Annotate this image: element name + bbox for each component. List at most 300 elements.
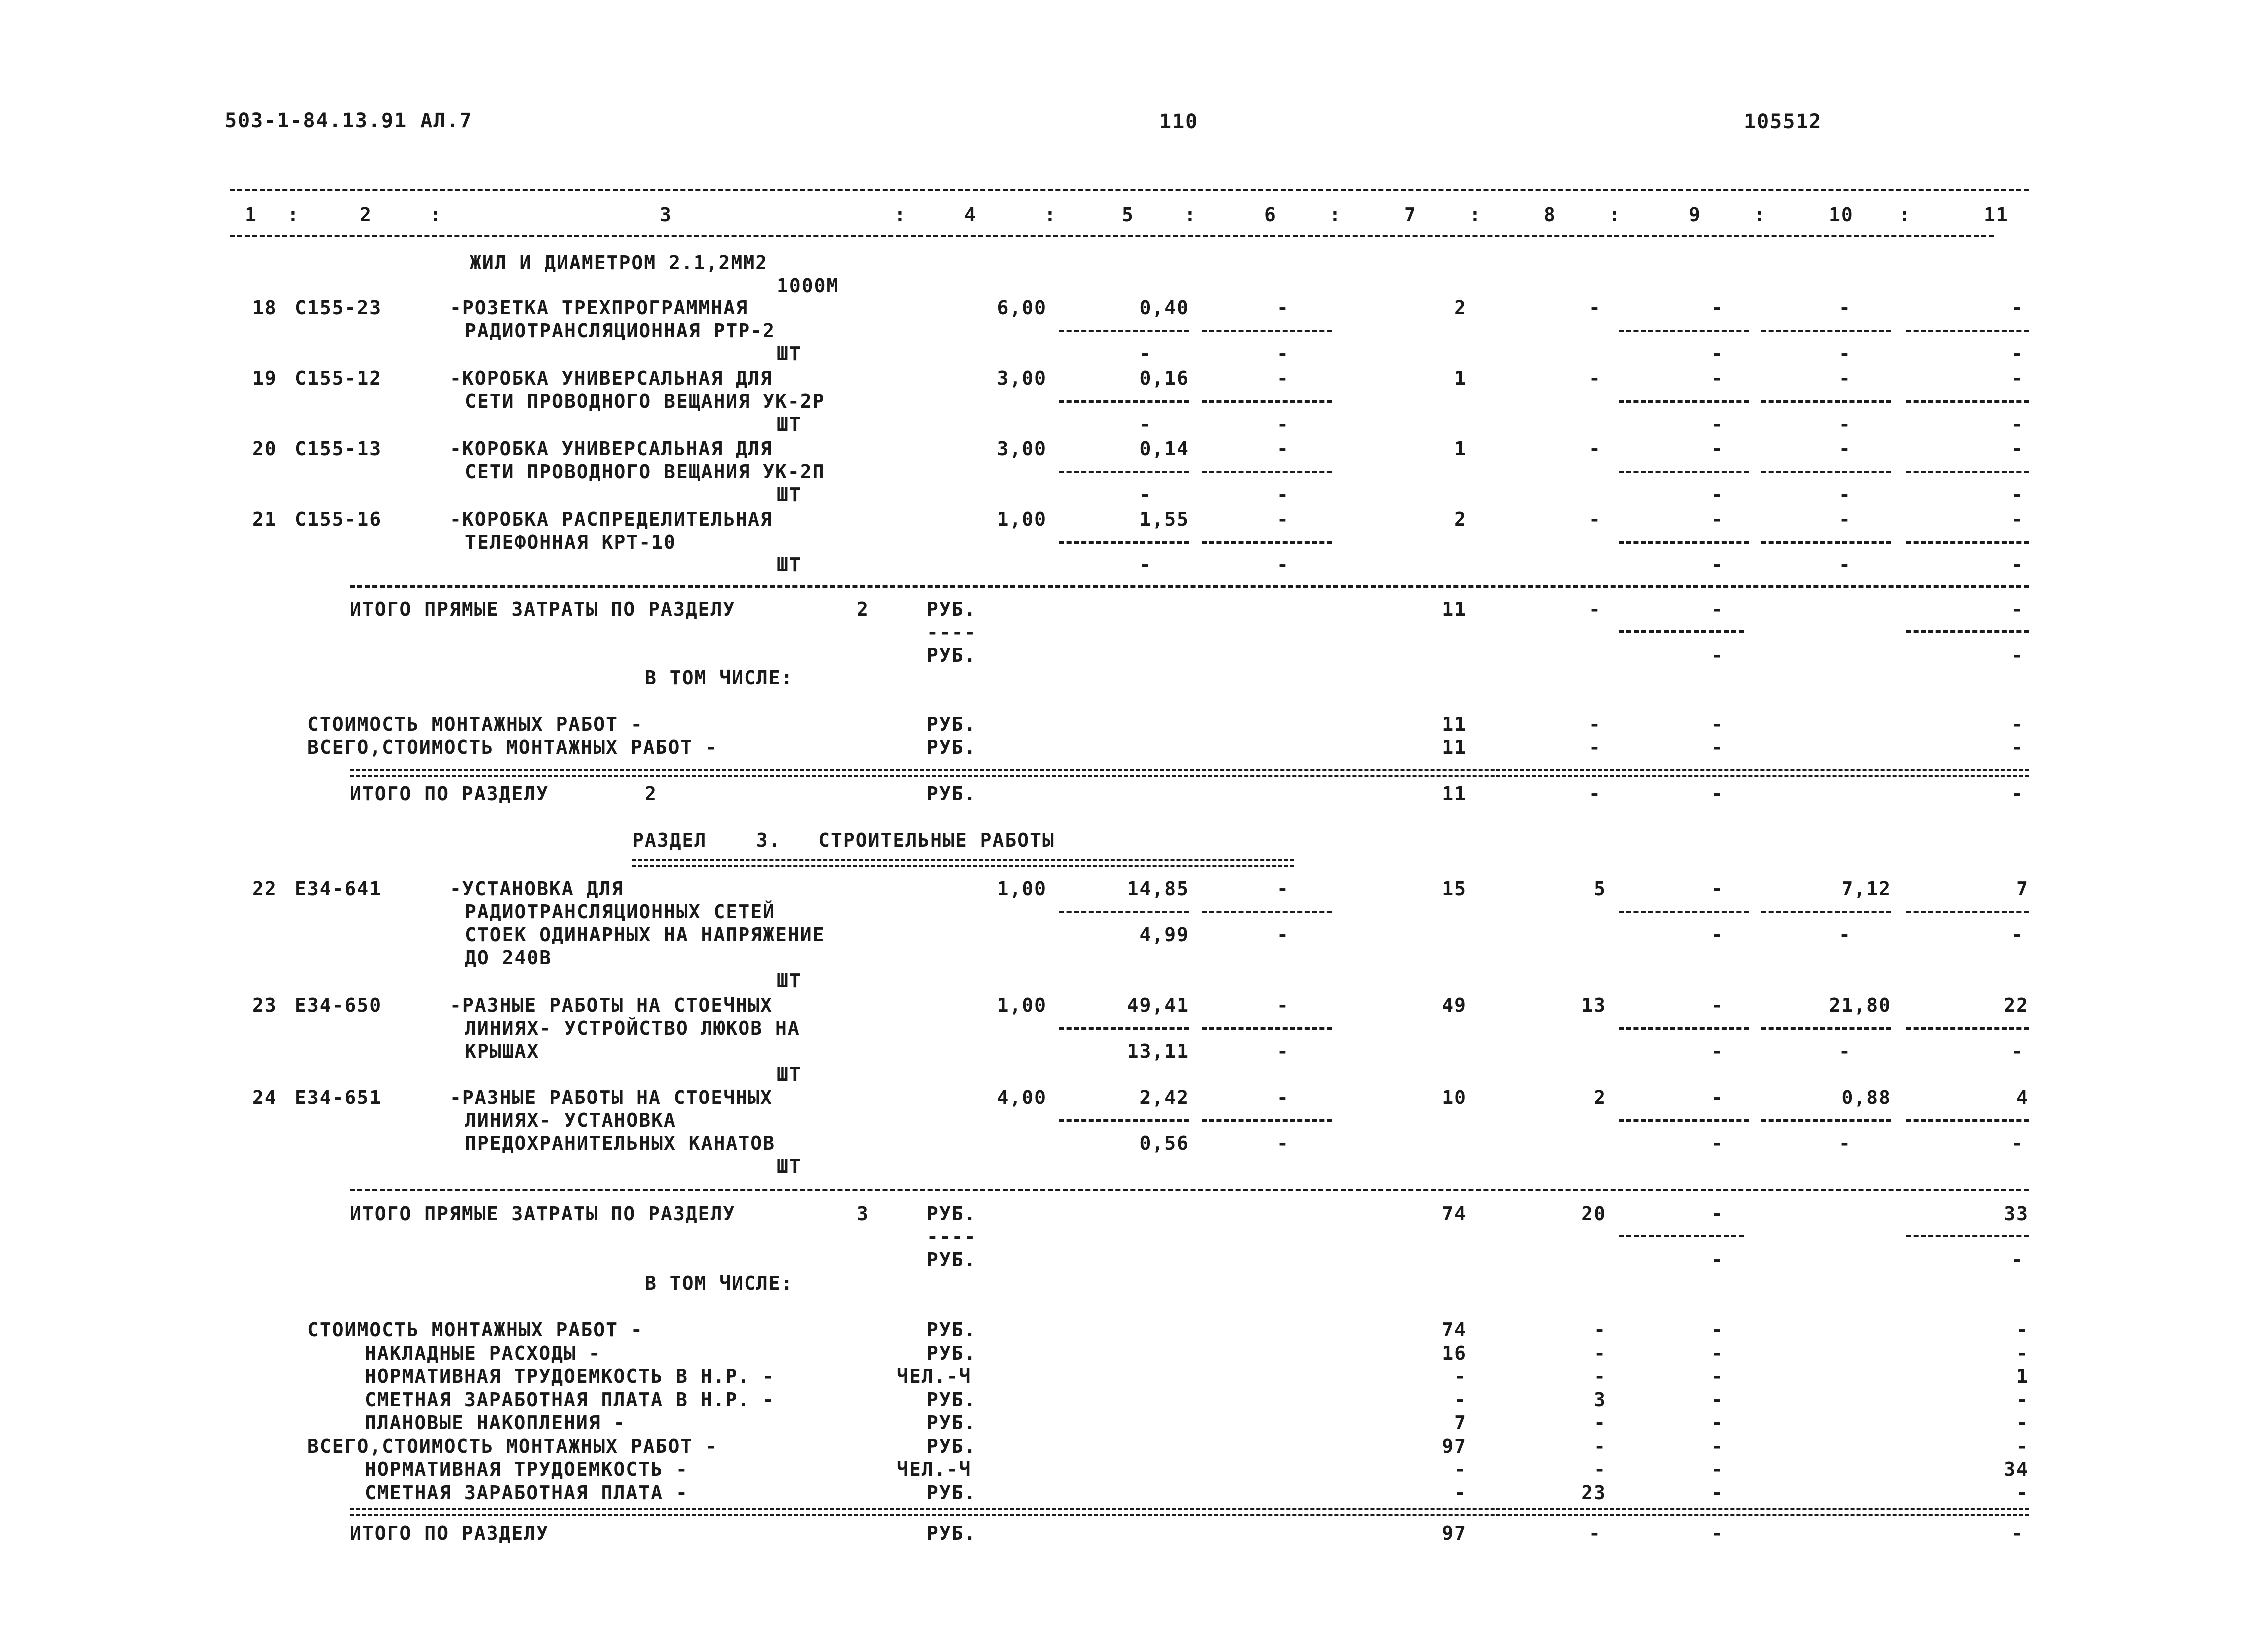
section-3-direct-col9: - bbox=[1711, 1203, 1724, 1225]
section-2-direct-rule bbox=[350, 585, 2029, 588]
section-3-breakdown-col11: - bbox=[2016, 1435, 2029, 1457]
item-col5-sub-value: - bbox=[1139, 554, 1152, 576]
work-subrule bbox=[1761, 1027, 1891, 1030]
work-col10-value: 7,12 bbox=[1841, 878, 1891, 900]
section-3-breakdown-col7: - bbox=[1454, 1481, 1467, 1504]
work-description-line: -УСТАНОВКА ДЛЯ bbox=[450, 878, 624, 900]
work-unit-price: 49,41 bbox=[1127, 994, 1189, 1016]
section-2-total-mont-unit: РУБ. bbox=[927, 736, 977, 758]
item-col9-value: - bbox=[1711, 367, 1724, 389]
work-col9-sub-value: - bbox=[1711, 924, 1724, 946]
item-col8-value: - bbox=[1589, 508, 1601, 530]
section-3-total-col8: - bbox=[1589, 1522, 1601, 1544]
item-number: 18 bbox=[252, 297, 277, 319]
section-3-breakdown-col9: - bbox=[1711, 1481, 1724, 1504]
section-3-total-rule bbox=[350, 1508, 2029, 1516]
section-3-direct-subrule bbox=[1619, 1235, 1744, 1237]
section-2-total-number: 2 bbox=[645, 783, 657, 805]
work-number: 24 bbox=[252, 1087, 277, 1108]
section-2-total-col9: - bbox=[1711, 783, 1724, 805]
item-unit: ШТ bbox=[777, 554, 802, 576]
section-3-breakdown-col8: - bbox=[1594, 1412, 1606, 1434]
item-unit: ШТ bbox=[777, 484, 802, 506]
section-3-rub-dash: ---- bbox=[927, 1226, 977, 1248]
work-description-line: СТОЕК ОДИНАРНЫХ НА НАПРЯЖЕНИЕ bbox=[465, 924, 825, 946]
item-col6-value: - bbox=[1277, 438, 1289, 460]
item-description-line: РАДИОТРАНСЛЯЦИОННАЯ РТР-2 bbox=[465, 320, 775, 342]
work-col10-sub-value: - bbox=[1839, 1040, 1851, 1062]
section-3-breakdown-col7: - bbox=[1454, 1388, 1467, 1411]
section-3-breakdown-col11: 1 bbox=[2016, 1365, 2029, 1387]
section-3-breakdown-col8: 23 bbox=[1581, 1481, 1606, 1504]
item-col10-value: - bbox=[1839, 367, 1851, 389]
work-col6-sub-value: - bbox=[1277, 924, 1289, 946]
item-col11-value: - bbox=[2011, 367, 2024, 389]
work-subrule bbox=[1059, 911, 1189, 913]
section-2-mont-unit: РУБ. bbox=[927, 713, 977, 735]
work-col10-sub-value: - bbox=[1839, 924, 1851, 946]
work-description-line: ПРЕДОХРАНИТЕЛЬНЫХ КАНАТОВ bbox=[465, 1132, 775, 1154]
item-col6-sub-value: - bbox=[1277, 413, 1289, 435]
section-3-breakdown-label: ВСЕГО,СТОИМОСТЬ МОНТАЖНЫХ РАБОТ - bbox=[307, 1435, 718, 1457]
section-3-sub-col9: - bbox=[1711, 1249, 1724, 1271]
section-3-breakdown-label: СТОИМОСТЬ МОНТАЖНЫХ РАБОТ - bbox=[307, 1319, 643, 1341]
section-3-title: РАЗДЕЛ 3. СТРОИТЕЛЬНЫЕ РАБОТЫ bbox=[632, 829, 1055, 851]
item-unit: ШТ bbox=[777, 413, 802, 435]
work-subrule bbox=[1906, 1119, 2029, 1122]
item-number: 19 bbox=[252, 367, 277, 389]
work-col10-value: 0,88 bbox=[1841, 1087, 1891, 1108]
work-subrule bbox=[1761, 1119, 1891, 1122]
section-3-breakdown-col8: 3 bbox=[1594, 1388, 1606, 1411]
section-3-total-col9: - bbox=[1711, 1522, 1724, 1544]
work-cost-total: 10 bbox=[1442, 1087, 1467, 1108]
item-col9-sub-value: - bbox=[1711, 554, 1724, 576]
section-3-breakdown-col7: - bbox=[1454, 1365, 1467, 1387]
section-3-breakdown-unit: РУБ. bbox=[927, 1412, 977, 1434]
section-3-total-col11: - bbox=[2011, 1522, 2024, 1544]
section-2-direct-subrule bbox=[1619, 630, 1744, 633]
item-unit: ШТ bbox=[777, 343, 802, 365]
section-3-breakdown-col8: - bbox=[1594, 1342, 1606, 1364]
section-3-breakdown-col9: - bbox=[1711, 1388, 1724, 1411]
item-cost-total: 1 bbox=[1454, 438, 1467, 460]
work-col11-value: 4 bbox=[2016, 1087, 2029, 1108]
item-quantity: 3,00 bbox=[997, 367, 1047, 389]
column-number-3: 3 bbox=[660, 204, 672, 226]
section-2-total-mont-col9: - bbox=[1711, 736, 1724, 758]
work-unit-price-2: 4,99 bbox=[1139, 924, 1189, 946]
section-2-total-col11: - bbox=[2011, 783, 2024, 805]
item-col11-sub-value: - bbox=[2011, 413, 2024, 435]
column-separator: : bbox=[430, 204, 442, 226]
work-col11-value: 22 bbox=[2004, 994, 2029, 1016]
section-2-direct-label: ИТОГО ПРЯМЫЕ ЗАТРАТЫ ПО РАЗДЕЛУ bbox=[350, 598, 736, 620]
item-description-line: СЕТИ ПРОВОДНОГО ВЕЩАНИЯ УК-2Р bbox=[465, 390, 825, 412]
section-3-direct-col8: 20 bbox=[1581, 1203, 1606, 1225]
section-3-total-unit: РУБ. bbox=[927, 1522, 977, 1544]
work-col6-value: - bbox=[1277, 994, 1289, 1016]
column-number-9: 9 bbox=[1689, 204, 1701, 226]
item-unit-price: 0,40 bbox=[1139, 297, 1189, 319]
section-3-breakdown-col7: 16 bbox=[1442, 1342, 1467, 1364]
work-col9-sub-value: - bbox=[1711, 1040, 1724, 1062]
item-code: С155-16 bbox=[295, 508, 382, 530]
item-quantity: 1,00 bbox=[997, 508, 1047, 530]
work-subrule bbox=[1619, 1119, 1749, 1122]
work-cost-total: 15 bbox=[1442, 878, 1467, 900]
document-number: 105512 bbox=[1744, 110, 1822, 133]
header-bottom-rule bbox=[230, 235, 1994, 237]
section-3-breakdown-col8: - bbox=[1594, 1458, 1606, 1480]
section-2-total-mont-col7: 11 bbox=[1442, 736, 1467, 758]
item-col9-value: - bbox=[1711, 297, 1724, 319]
work-subrule bbox=[1059, 1027, 1189, 1030]
section-2-direct-col11: - bbox=[2011, 598, 2024, 620]
column-separator: : bbox=[1044, 204, 1057, 226]
section-3-breakdown-col9: - bbox=[1711, 1412, 1724, 1434]
column-number-2: 2 bbox=[360, 204, 372, 226]
section-3-direct-label: ИТОГО ПРЯМЫЕ ЗАТРАТЫ ПО РАЗДЕЛУ bbox=[350, 1203, 736, 1225]
work-col10-sub-value: - bbox=[1839, 1132, 1851, 1154]
work-number: 22 bbox=[252, 878, 277, 900]
column-separator: : bbox=[1469, 204, 1482, 226]
column-number-1: 1 bbox=[245, 204, 257, 226]
work-subrule bbox=[1619, 911, 1749, 913]
item-description-line: ТЕЛЕФОННАЯ КРТ-10 bbox=[465, 531, 676, 553]
column-separator: : bbox=[1899, 204, 1911, 226]
item-unit-price: 1,55 bbox=[1139, 508, 1189, 530]
section-2-direct-unit-2: РУБ. bbox=[927, 644, 977, 666]
work-col8-value: 5 bbox=[1594, 878, 1606, 900]
work-subrule bbox=[1202, 911, 1332, 913]
work-unit: ШТ bbox=[777, 1063, 802, 1085]
section-2-mont-col7: 11 bbox=[1442, 713, 1467, 735]
item-col6-value: - bbox=[1277, 367, 1289, 389]
section-3-breakdown-label: НАКЛАДНЫЕ РАСХОДЫ - bbox=[365, 1342, 601, 1364]
column-number-8: 8 bbox=[1544, 204, 1556, 226]
work-description-line: ЛИНИЯХ- УСТРОЙСТВО ЛЮКОВ НА bbox=[465, 1017, 800, 1039]
item-col11-sub-value: - bbox=[2011, 554, 2024, 576]
section-2-total-col7: 11 bbox=[1442, 783, 1467, 805]
item-subrule bbox=[1619, 400, 1749, 403]
item-cost-total: 2 bbox=[1454, 297, 1467, 319]
item-code: С155-13 bbox=[295, 438, 382, 460]
section-3-direct-unit: РУБ. bbox=[927, 1203, 977, 1225]
item-col6-value: - bbox=[1277, 297, 1289, 319]
item-subrule bbox=[1619, 541, 1749, 544]
item-col11-sub-value: - bbox=[2011, 343, 2024, 365]
column-number-5: 5 bbox=[1122, 204, 1134, 226]
work-quantity: 1,00 bbox=[997, 994, 1047, 1016]
item-subrule bbox=[1761, 400, 1891, 403]
work-col11-sub-value: - bbox=[2011, 924, 2024, 946]
page-number: 110 bbox=[1159, 110, 1199, 133]
work-number: 23 bbox=[252, 994, 277, 1016]
work-col9-value: - bbox=[1711, 878, 1724, 900]
section-3-breakdown-col11: - bbox=[2016, 1412, 2029, 1434]
work-col11-sub-value: - bbox=[2011, 1040, 2024, 1062]
column-separator: : bbox=[1329, 204, 1342, 226]
section-3-breakdown-col11: 34 bbox=[2004, 1458, 2029, 1480]
item-unit-price: 0,16 bbox=[1139, 367, 1189, 389]
section-3-breakdown-col9: - bbox=[1711, 1435, 1724, 1457]
work-col6-value: - bbox=[1277, 878, 1289, 900]
work-description-line: КРЫШАХ bbox=[465, 1040, 540, 1062]
section-3-breakdown-label: ПЛАНОВЫЕ НАКОПЛЕНИЯ - bbox=[365, 1412, 626, 1434]
item-col8-value: - bbox=[1589, 438, 1601, 460]
section-3-breakdown-col7: - bbox=[1454, 1458, 1467, 1480]
work-description-line: РАДИОТРАНСЛЯЦИОННЫХ СЕТЕЙ bbox=[465, 901, 775, 923]
work-subrule bbox=[1202, 1027, 1332, 1030]
work-cost-total: 49 bbox=[1442, 994, 1467, 1016]
item-number: 20 bbox=[252, 438, 277, 460]
item-col6-sub-value: - bbox=[1277, 554, 1289, 576]
work-col10-value: 21,80 bbox=[1829, 994, 1891, 1016]
section-2-mont-label: СТОИМОСТЬ МОНТАЖНЫХ РАБОТ - bbox=[307, 713, 643, 735]
item-quantity: 6,00 bbox=[997, 297, 1047, 319]
section-3-direct-rule bbox=[350, 1189, 2029, 1191]
work-unit-price: 2,42 bbox=[1139, 1087, 1189, 1108]
section-3-breakdown-label: СМЕТНАЯ ЗАРАБОТНАЯ ПЛАТА В Н.Р. - bbox=[365, 1388, 775, 1411]
work-col6-sub-value: - bbox=[1277, 1132, 1289, 1154]
item-unit-price: 0,14 bbox=[1139, 438, 1189, 460]
work-col6-sub-value: - bbox=[1277, 1040, 1289, 1062]
section-3-breakdown-unit: ЧЕЛ.-Ч bbox=[897, 1458, 972, 1480]
item-cost-total: 2 bbox=[1454, 508, 1467, 530]
section-2-total-mont-col8: - bbox=[1589, 736, 1601, 758]
section-3-breakdown-unit: ЧЕЛ.-Ч bbox=[897, 1365, 972, 1387]
section-2-number: 2 bbox=[857, 598, 869, 620]
section-3-breakdown-unit: РУБ. bbox=[927, 1481, 977, 1504]
item-subrule bbox=[1906, 400, 2029, 403]
section-2-sub-col9: - bbox=[1711, 644, 1724, 666]
item-col11-value: - bbox=[2011, 438, 2024, 460]
item-subrule bbox=[1059, 330, 1189, 332]
section-2-total-rule bbox=[350, 769, 2029, 777]
section-3-breakdown-col8: - bbox=[1594, 1365, 1606, 1387]
section-3-breakdown-col9: - bbox=[1711, 1342, 1724, 1364]
work-subrule bbox=[1906, 1027, 2029, 1030]
item-subrule bbox=[1059, 471, 1189, 473]
work-col8-value: 13 bbox=[1581, 994, 1606, 1016]
column-separator: : bbox=[1609, 204, 1621, 226]
item-description-line: -КОРОБКА УНИВЕРСАЛЬНАЯ ДЛЯ bbox=[450, 438, 773, 460]
work-description-line: ДО 240В bbox=[465, 947, 552, 969]
section-2-including-label: В ТОМ ЧИСЛЕ: bbox=[645, 667, 794, 689]
item-subrule bbox=[1761, 330, 1891, 332]
work-col11-sub-value: - bbox=[2011, 1132, 2024, 1154]
section-3-total-col7: 97 bbox=[1442, 1522, 1467, 1544]
work-col6-value: - bbox=[1277, 1087, 1289, 1108]
item-description-line: -КОРОБКА УНИВЕРСАЛЬНАЯ ДЛЯ bbox=[450, 367, 773, 389]
item-subrule bbox=[1059, 400, 1189, 403]
item-col10-value: - bbox=[1839, 508, 1851, 530]
item-subrule bbox=[1202, 400, 1332, 403]
work-description-line: -РАЗНЫЕ РАБОТЫ НА СТОЕЧНЫХ bbox=[450, 994, 773, 1016]
work-subrule bbox=[1059, 1119, 1189, 1122]
work-col11-value: 7 bbox=[2016, 878, 2029, 900]
item-number: 21 bbox=[252, 508, 277, 530]
work-code: Е34-651 bbox=[295, 1087, 382, 1108]
section-3-breakdown-label: СМЕТНАЯ ЗАРАБОТНАЯ ПЛАТА - bbox=[365, 1481, 688, 1504]
section-3-total-label: ИТОГО ПО РАЗДЕЛУ bbox=[350, 1522, 549, 1544]
item-subrule bbox=[1906, 471, 2029, 473]
section-3-breakdown-unit: РУБ. bbox=[927, 1435, 977, 1457]
section-3-direct-unit-2: РУБ. bbox=[927, 1249, 977, 1271]
work-subrule bbox=[1761, 911, 1891, 913]
work-code: Е34-650 bbox=[295, 994, 382, 1016]
continuation-description: ЖИЛ И ДИАМЕТРОМ 2.1,2ММ2 bbox=[470, 252, 768, 274]
item-code: С155-23 bbox=[295, 297, 382, 319]
item-subrule bbox=[1619, 330, 1749, 332]
column-separator: : bbox=[894, 204, 907, 226]
section-3-breakdown-col9: - bbox=[1711, 1458, 1724, 1480]
column-separator: : bbox=[1754, 204, 1766, 226]
work-col8-value: 2 bbox=[1594, 1087, 1606, 1108]
column-separator: : bbox=[1184, 204, 1197, 226]
section-3-including-label: В ТОМ ЧИСЛЕ: bbox=[645, 1272, 794, 1294]
work-unit-price-2: 0,56 bbox=[1139, 1132, 1189, 1154]
item-col9-value: - bbox=[1711, 438, 1724, 460]
section-3-breakdown-col8: - bbox=[1594, 1435, 1606, 1457]
work-description-line: -РАЗНЫЕ РАБОТЫ НА СТОЕЧНЫХ bbox=[450, 1087, 773, 1108]
work-unit-price-2: 13,11 bbox=[1127, 1040, 1189, 1062]
item-col9-sub-value: - bbox=[1711, 413, 1724, 435]
item-description-line: СЕТИ ПРОВОДНОГО ВЕЩАНИЯ УК-2П bbox=[465, 461, 825, 483]
section-3-breakdown-label: НОРМАТИВНАЯ ТРУДОЕМКОСТЬ В Н.Р. - bbox=[365, 1365, 775, 1387]
item-col11-value: - bbox=[2011, 508, 2024, 530]
work-col9-sub-value: - bbox=[1711, 1132, 1724, 1154]
section-2-mont-col9: - bbox=[1711, 713, 1724, 735]
work-quantity: 4,00 bbox=[997, 1087, 1047, 1108]
section-2-total-col8: - bbox=[1589, 783, 1601, 805]
item-subrule bbox=[1202, 541, 1332, 544]
item-col11-value: - bbox=[2011, 297, 2024, 319]
section-3-breakdown-col9: - bbox=[1711, 1319, 1724, 1341]
work-subrule bbox=[1906, 911, 2029, 913]
item-subrule bbox=[1761, 541, 1891, 544]
item-col8-value: - bbox=[1589, 297, 1601, 319]
section-3-breakdown-col11: - bbox=[2016, 1481, 2029, 1504]
work-unit: ШТ bbox=[777, 970, 802, 992]
section-3-breakdown-col7: 97 bbox=[1442, 1435, 1467, 1457]
section-2-direct-unit: РУБ. bbox=[927, 598, 977, 620]
work-col9-value: - bbox=[1711, 994, 1724, 1016]
section-3-sub-col11: - bbox=[2011, 1249, 2024, 1271]
section-3-breakdown-col11: - bbox=[2016, 1342, 2029, 1364]
column-number-4: 4 bbox=[964, 204, 977, 226]
work-description-line: ЛИНИЯХ- УСТАНОВКА bbox=[465, 1109, 676, 1131]
section-3-breakdown-col8: - bbox=[1594, 1319, 1606, 1341]
section-2-rub-dash: ---- bbox=[927, 621, 977, 643]
section-2-sub-col11: - bbox=[2011, 644, 2024, 666]
section-2-direct-subrule bbox=[1906, 630, 2029, 633]
section-3-direct-subrule bbox=[1906, 1235, 2029, 1237]
item-col5-sub-value: - bbox=[1139, 343, 1152, 365]
item-col9-sub-value: - bbox=[1711, 343, 1724, 365]
work-code: Е34-641 bbox=[295, 878, 382, 900]
item-col10-sub-value: - bbox=[1839, 413, 1851, 435]
section-3-title-underline bbox=[632, 859, 1294, 867]
item-cost-total: 1 bbox=[1454, 367, 1467, 389]
item-col6-sub-value: - bbox=[1277, 343, 1289, 365]
item-col5-sub-value: - bbox=[1139, 413, 1152, 435]
item-subrule bbox=[1906, 541, 2029, 544]
section-3-breakdown-unit: РУБ. bbox=[927, 1388, 977, 1411]
item-subrule bbox=[1619, 471, 1749, 473]
column-separator: : bbox=[287, 204, 300, 226]
section-2-mont-col11: - bbox=[2011, 713, 2024, 735]
header-top-rule bbox=[230, 189, 2029, 191]
item-col10-value: - bbox=[1839, 297, 1851, 319]
item-col10-sub-value: - bbox=[1839, 484, 1851, 506]
section-3-number: 3 bbox=[857, 1203, 869, 1225]
section-3-breakdown-col11: - bbox=[2016, 1319, 2029, 1341]
column-number-11: 11 bbox=[1984, 204, 2009, 226]
item-col11-sub-value: - bbox=[2011, 484, 2024, 506]
work-col9-value: - bbox=[1711, 1087, 1724, 1108]
item-col9-value: - bbox=[1711, 508, 1724, 530]
section-3-direct-col11: 33 bbox=[2004, 1203, 2029, 1225]
work-subrule bbox=[1202, 1119, 1332, 1122]
item-quantity: 3,00 bbox=[997, 438, 1047, 460]
section-3-breakdown-col11: - bbox=[2016, 1388, 2029, 1411]
item-col5-sub-value: - bbox=[1139, 484, 1152, 506]
section-3-breakdown-unit: РУБ. bbox=[927, 1319, 977, 1341]
work-unit: ШТ bbox=[777, 1155, 802, 1177]
section-3-breakdown-unit: РУБ. bbox=[927, 1342, 977, 1364]
document-code: 503-1-84.13.91 АЛ.7 bbox=[225, 109, 473, 132]
item-description-line: -РОЗЕТКА ТРЕХПРОГРАММНАЯ bbox=[450, 297, 748, 319]
section-3-breakdown-label: НОРМАТИВНАЯ ТРУДОЕМКОСТЬ - bbox=[365, 1458, 688, 1480]
item-col10-sub-value: - bbox=[1839, 343, 1851, 365]
item-col8-value: - bbox=[1589, 367, 1601, 389]
continuation-unit: 1000М bbox=[777, 275, 839, 297]
item-subrule bbox=[1761, 471, 1891, 473]
item-col9-sub-value: - bbox=[1711, 484, 1724, 506]
section-3-breakdown-col7: 74 bbox=[1442, 1319, 1467, 1341]
section-2-total-mont-col11: - bbox=[2011, 736, 2024, 758]
section-2-total-mont-label: ВСЕГО,СТОИМОСТЬ МОНТАЖНЫХ РАБОТ - bbox=[307, 736, 718, 758]
column-number-10: 10 bbox=[1829, 204, 1854, 226]
section-2-direct-col9: - bbox=[1711, 598, 1724, 620]
column-number-6: 6 bbox=[1264, 204, 1277, 226]
column-number-7: 7 bbox=[1404, 204, 1417, 226]
section-3-breakdown-col9: - bbox=[1711, 1365, 1724, 1387]
section-2-total-unit: РУБ. bbox=[927, 783, 977, 805]
item-col6-sub-value: - bbox=[1277, 484, 1289, 506]
item-subrule bbox=[1059, 541, 1189, 544]
section-3-breakdown-col7: 7 bbox=[1454, 1412, 1467, 1434]
item-col10-value: - bbox=[1839, 438, 1851, 460]
work-unit-price: 14,85 bbox=[1127, 878, 1189, 900]
work-subrule bbox=[1619, 1027, 1749, 1030]
work-quantity: 1,00 bbox=[997, 878, 1047, 900]
item-description-line: -КОРОБКА РАСПРЕДЕЛИТЕЛЬНАЯ bbox=[450, 508, 773, 530]
item-code: С155-12 bbox=[295, 367, 382, 389]
section-2-direct-col7: 11 bbox=[1442, 598, 1467, 620]
section-2-total-label: ИТОГО ПО РАЗДЕЛУ bbox=[350, 783, 549, 805]
section-2-mont-col8: - bbox=[1589, 713, 1601, 735]
item-col10-sub-value: - bbox=[1839, 554, 1851, 576]
item-subrule bbox=[1202, 330, 1332, 332]
item-subrule bbox=[1906, 330, 2029, 332]
section-3-direct-col7: 74 bbox=[1442, 1203, 1467, 1225]
section-2-direct-col8: - bbox=[1589, 598, 1601, 620]
item-col6-value: - bbox=[1277, 508, 1289, 530]
item-subrule bbox=[1202, 471, 1332, 473]
